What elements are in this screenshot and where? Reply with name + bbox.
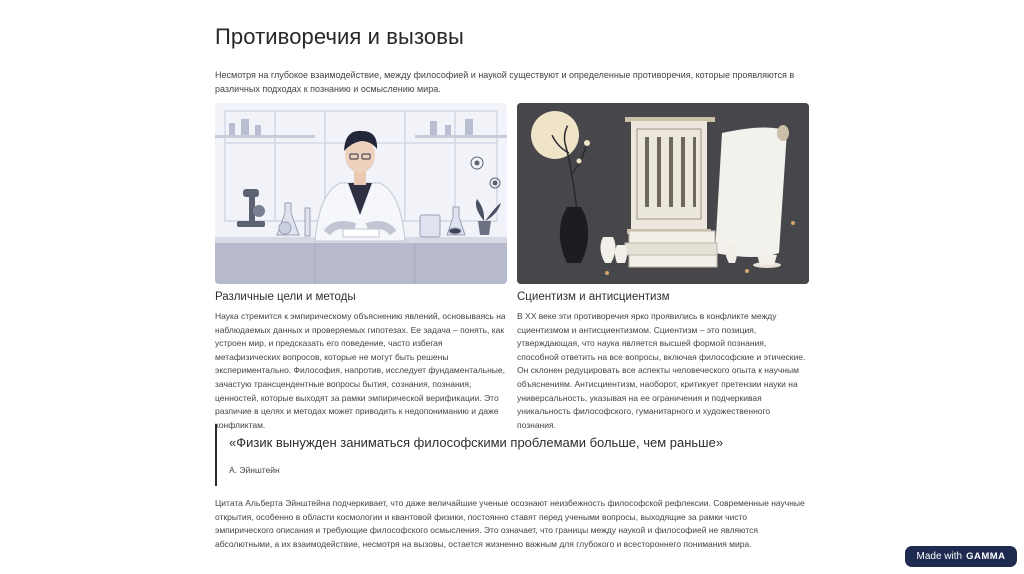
quote-text: «Физик вынужден заниматься философскими проблемами больше, чем раньше» <box>229 435 724 450</box>
page-title: Противоречия и вызовы <box>215 24 464 49</box>
badge-prefix: Made with <box>916 551 963 562</box>
scientist-lab-image <box>215 103 507 284</box>
column-heading-goals-methods: Различные цели и методы <box>215 291 356 303</box>
column-text-scientism: В XX веке эти противоречия ярко проявились в конфликте между сциентизмом и антисциентизмом. Сциентизм – это позиция, утверждающая, что наука является высшей формой познания, способной ответить на все вопросы, включая философские и этические. Он склонен редуцировать все аспекты человеческого опыта к научным объяснениям. Антисциентизм, наоборот, критикует претензии науки на универсальность, указывая на ее ограничения и подчеркивая уникальность философского, гуманитарного и художественного познания. <box>517 311 806 430</box>
quote-author: А. Эйнштейн <box>229 465 280 475</box>
intro-paragraph: Несмотря на глубокое взаимодействие, между философией и наукой существуют и определенные противоречия, которые проявляются в различных подходах к познанию и осмыслению мира. <box>215 70 795 94</box>
gamma-logo: GAMMA <box>966 551 1006 562</box>
column-heading-scientism: Сциентизм и антисциентизм <box>517 291 670 303</box>
made-with-gamma-badge[interactable] <box>905 546 1017 567</box>
quote-block <box>215 424 807 486</box>
scrolls-books-image <box>517 103 809 284</box>
outro-paragraph: Цитата Альберта Эйнштейна подчеркивает, что даже величайшие ученые осознают неизбежность философской рефлексии. Современные научные открытия, особенно в области космологии и квантовой физики, постоянно ставят перед учеными вопросы, выходящие за рамки чисто эмпирического описания и требующие философского осмысления. Это означает, что границы между наукой и философией не являются абсолютными, а их взаимодействие, несмотря на вызовы, остается жизненно важным для глубокого и всестороннего понимания мира. <box>215 498 805 549</box>
column-text-goals-methods: Наука стремится к эмпирическому объяснению явлений, основываясь на наблюдаемых данных и проверяемых гипотезах. Ее задача – понять, как устроен мир, и предсказать его поведение, часто избегая метафизических вопросов, которые не могут быть решены экспериментально. Философия, напротив, исследует фундаментальные, зачастую трансцендентные вопросы бытия, сознания, познания, ценностей, которые выходят за рамки эмпирической верификации. Это различие в целях и методах может приводить к недопониманию и даже конфликтам. <box>215 311 506 430</box>
